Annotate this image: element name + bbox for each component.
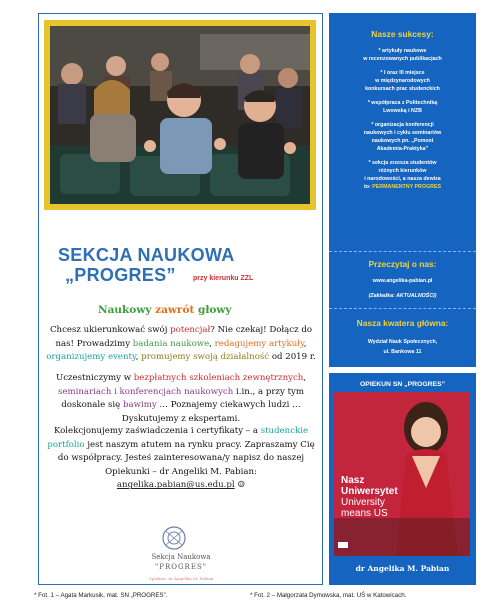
divider — [329, 251, 476, 252]
divider — [329, 308, 476, 309]
supervisor-panel — [329, 373, 476, 585]
motto-word-2: zawrót — [155, 304, 195, 316]
motto-word-3: głowy — [197, 304, 232, 316]
highlight-promotion: promujemy swoją działalność — [141, 352, 270, 363]
section-logo-icon — [154, 525, 194, 551]
headquarters-line-2: ul. Bankowa 11 — [383, 349, 422, 355]
motto — [98, 304, 232, 316]
logo-name-quoted: "PROGRES" — [155, 563, 207, 571]
text: … Poznajemy ciekawych ludzi … Dyskutujemy z ekspertami. — [121, 400, 301, 424]
page-title: SEKCJA NAUKOWA — [58, 245, 235, 265]
text: i.in., a przy tym doskonale się — [61, 386, 305, 411]
photo-credit-2: * Fot. 2 – Małgorzata Dymowska, mat. UŚ w Katowicach. — [250, 592, 407, 599]
text: Uczestniczymy w — [55, 373, 134, 383]
paragraph-intro — [44, 324, 318, 365]
text: , — [303, 373, 307, 383]
supervisor-photo — [334, 392, 470, 556]
supervisor-name: dr Angelika M. Pabian — [355, 564, 450, 573]
text: Chcesz ukierunkować swój — [49, 325, 171, 335]
text: od 2019 r. — [269, 352, 316, 363]
highlight-seminars: seminariach i konferencjach naukowych — [57, 386, 234, 397]
successes-heading: Nasze sukcesy: — [371, 29, 434, 39]
motto-permanent-progress: PERMANENTNY PROGRES — [372, 184, 442, 190]
website-tab-note: (Zakładka: AKTUALNOŚCI) — [368, 293, 437, 299]
paragraph-invitation — [44, 425, 318, 493]
text: , — [135, 352, 142, 363]
group-photo-illustration — [50, 26, 310, 204]
smile-icon: ☺ — [237, 480, 246, 491]
text: * sekcja zrzesza studentów różnych kierunków i narodowości, a nasza dewiza to: — [363, 160, 441, 190]
headquarters-heading: Nasza kwatera główna: — [356, 318, 449, 328]
highlight-trainings: bezpłatnych szkoleniach zewnętrznych — [133, 373, 304, 383]
side-info-panel — [329, 13, 476, 367]
logo-name: Sekcja Naukowa — [151, 553, 211, 561]
headquarters-line-1: Wydział Nauk Społecznych, — [367, 339, 438, 345]
supervisor-photo-illustration — [334, 392, 470, 556]
text: jest naszym atutem na rynku pracy. Zapraszamy Cię do współpracy. Jesteś zainteresowana/y napisz do naszej Opiekunki – dr Angeliki M. Pabian: — [57, 439, 315, 477]
highlight-research: badania naukowe — [132, 338, 210, 349]
text: ? Nie czekaj! Dołącz do nas! Prowadzimy — [55, 325, 313, 349]
poster-word: means US — [341, 508, 388, 519]
text: Kolekcjonujemy zaświadczenia i certyfikaty – a — [53, 426, 261, 436]
website-link[interactable]: www.angelika-pabian.pl — [372, 278, 433, 284]
successes-list — [329, 47, 476, 191]
read-about-heading: Przeczytaj o nas: — [368, 259, 437, 269]
success-item: * współpraca z Politechniką Lwowską i NZB — [367, 100, 438, 114]
poster-word: Nasz — [341, 475, 365, 486]
highlight-portfolio: studenckie portfolio — [47, 426, 309, 450]
highlight-events: organizujemy eventy — [46, 352, 136, 363]
supervisor-heading: OPIEKUN SN „PROGRES” — [360, 381, 445, 388]
text: , — [303, 338, 307, 349]
success-item — [329, 159, 476, 191]
logo-caption: Opiekun: dr Angelika M. Pabian — [148, 576, 214, 581]
success-item: * I oraz III miejsce w międzynarodowych konkursach prac studenckich — [365, 70, 440, 92]
poster-slogan — [341, 475, 398, 519]
highlight-fun: bawimy — [122, 400, 157, 411]
paragraph-activities — [44, 372, 318, 426]
success-item: * artykuły naukowe w recenzowanych publikacjach — [363, 48, 442, 62]
poster-word: University — [341, 497, 385, 508]
highlight-articles: redagujemy artykuły — [214, 338, 304, 349]
motto-word-1: Naukowy — [98, 304, 152, 316]
photo-credit-1: * Fot. 1 – Agata Markusik, mat. SN „PROGRES”. — [34, 592, 168, 599]
page-title-name: „PROGRES” — [65, 265, 176, 285]
highlight-potential: potencjał — [170, 325, 211, 335]
success-item: * organizacja konferencji naukowych i cyklu seminariów naukowych pn. „Pomost Akademia-Praktyka” — [363, 122, 442, 152]
email-link[interactable]: angelika.pabian@us.edu.pl — [116, 480, 235, 491]
group-photo — [50, 26, 310, 204]
page-subtitle: przy kierunku ZZL — [193, 275, 254, 282]
poster-word: Uniwersytet — [341, 486, 398, 497]
text: , — [209, 338, 215, 349]
group-photo-frame — [44, 20, 316, 210]
